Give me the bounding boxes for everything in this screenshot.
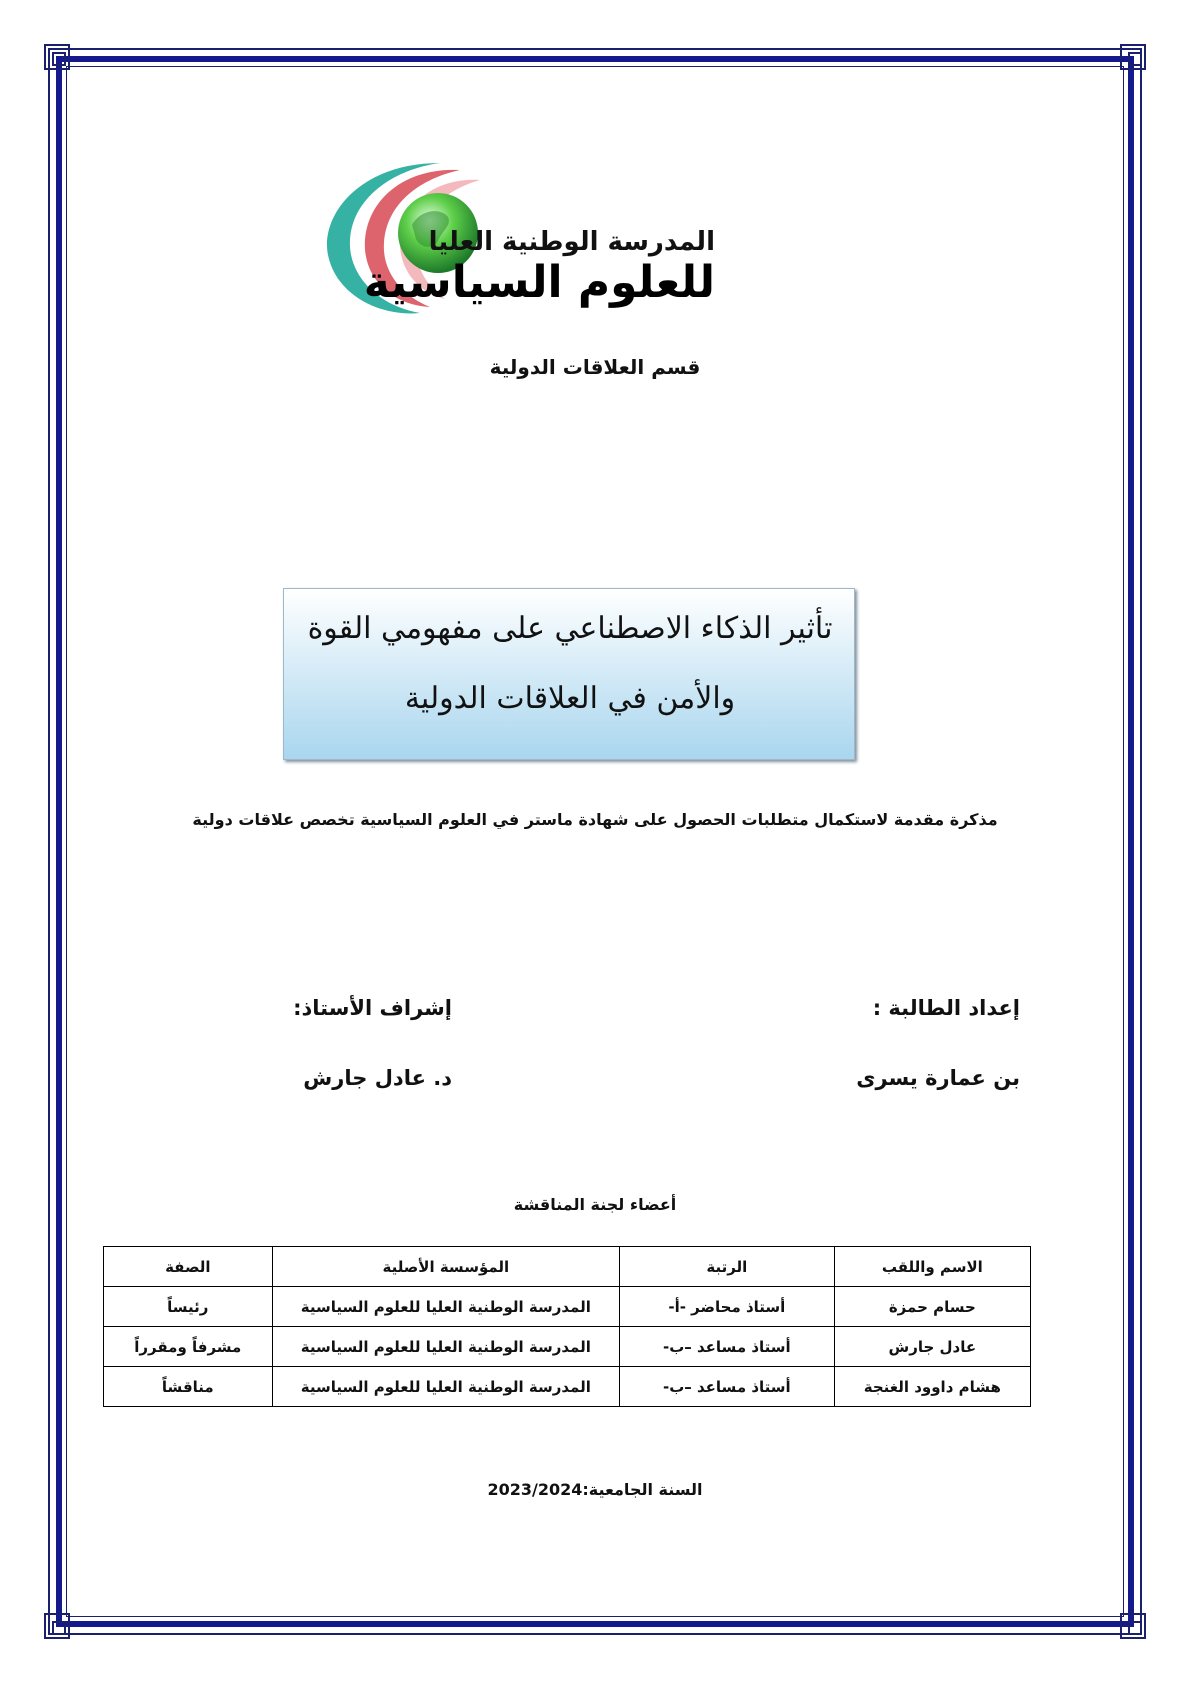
department-name: قسم العلاقات الدولية: [489, 355, 701, 379]
cell-role: مناقشاً: [104, 1367, 273, 1407]
student-label: إعداد الطالبة :: [872, 996, 1020, 1020]
cell-name: حسام حمزة: [834, 1287, 1030, 1327]
memo-description: مذكرة مقدمة لاستكمال متطلبات الحصول على شهادة ماستر في العلوم السياسية تخصص علاقات دولية: [192, 810, 998, 829]
cell-rank: أستاذ مساعد –ب-: [620, 1367, 835, 1407]
supervisor-label: إشراف الأستاذ:: [293, 996, 452, 1020]
border-corner-ornament: [44, 1613, 70, 1639]
cell-role: مشرفاً ومقرراً: [104, 1327, 273, 1367]
header-rank: الرتبة: [620, 1247, 835, 1287]
logo-school-name-line2: للعلوم السياسية: [363, 257, 715, 308]
school-logo: [320, 155, 760, 315]
cell-rank: أستاذ محاضر -أ-: [620, 1287, 835, 1327]
cell-rank: أستاذ مساعد –ب-: [620, 1327, 835, 1367]
table-header-row: [104, 1247, 1031, 1287]
cell-institution: المدرسة الوطنية العليا للعلوم السياسية: [272, 1367, 619, 1407]
table-row: [104, 1327, 1031, 1367]
supervisor-name: د. عادل جارش: [303, 1066, 452, 1090]
border-corner-ornament: [1120, 44, 1146, 70]
border-corner-ornament: [44, 44, 70, 70]
table-row: [104, 1367, 1031, 1407]
student-name: بن عمارة يسرى: [856, 1066, 1020, 1090]
academic-year: السنة الجامعية:2023/2024: [487, 1480, 703, 1499]
cell-role: رئيساً: [104, 1287, 273, 1327]
cell-name: عادل جارش: [834, 1327, 1030, 1367]
cell-institution: المدرسة الوطنية العليا للعلوم السياسية: [272, 1327, 619, 1367]
thesis-title-line2: والأمن في العلاقات الدولية: [404, 681, 736, 716]
cell-institution: المدرسة الوطنية العليا للعلوم السياسية: [272, 1287, 619, 1327]
logo-school-name-line1: المدرسة الوطنية العليا: [428, 227, 715, 257]
header-institution: المؤسسة الأصلية: [272, 1247, 619, 1287]
header-role: الصفة: [104, 1247, 273, 1287]
border-corner-ornament: [1120, 1613, 1146, 1639]
cell-name: هشام داوود الغنجة: [834, 1367, 1030, 1407]
thesis-title-box: [283, 588, 855, 760]
committee-title: أعضاء لجنة المناقشة: [513, 1195, 677, 1214]
header-name: الاسم واللقب: [834, 1247, 1030, 1287]
thesis-title-line1: تأثير الذكاء الاصطناعي على مفهومي القوة: [307, 611, 833, 646]
committee-table: [103, 1246, 1031, 1407]
table-row: [104, 1287, 1031, 1327]
